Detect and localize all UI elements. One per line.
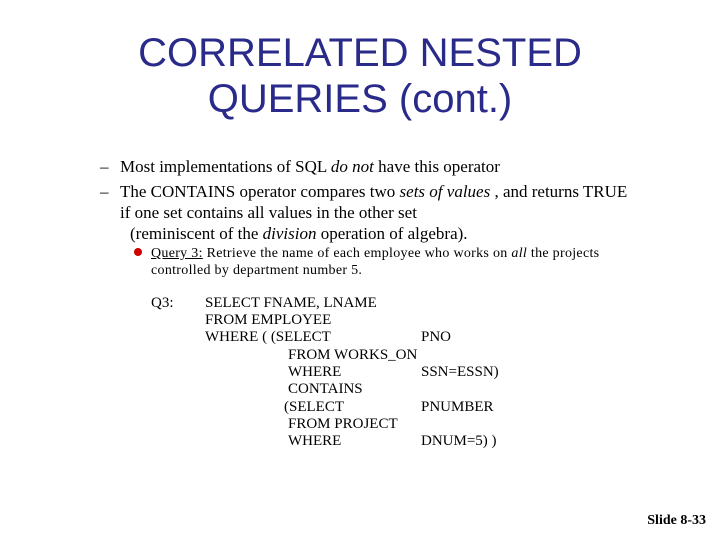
bullet-1-text-pre: Most implementations of SQL <box>120 157 331 176</box>
sql-line-1: SELECT FNAME, LNAME <box>205 295 377 311</box>
sql-line-9-col: DNUM=5) ) <box>421 433 497 449</box>
query-label: Query 3: <box>151 246 203 261</box>
bullet-dot <box>134 248 142 256</box>
sql-line-8: FROM PROJECT <box>288 416 398 432</box>
bullet-1 <box>100 157 500 177</box>
bullet-2-line-3-em: division <box>262 224 317 243</box>
bullet-2-line-3-pre: (reminiscent of the <box>130 224 263 243</box>
bullet-2-line-1-pre: The CONTAINS operator compares two <box>120 182 400 201</box>
sql-line-3-col: PNO <box>421 329 452 345</box>
bullet-2-line-1-em: sets of values <box>399 182 491 201</box>
sql-line-5-col: SSN=ESSN) <box>421 364 499 380</box>
bullet-2-line-3-post: operation of algebra). <box>316 224 468 243</box>
bullet-2-line-3 <box>130 224 468 244</box>
slide-number: Slide 8-33 <box>647 513 706 528</box>
sql-line-5: WHERE <box>288 364 342 380</box>
sub-bullet-line-1-em: all <box>511 246 528 261</box>
bullet-1-text-post: have this operator <box>373 157 500 176</box>
query-id-label: Q3: <box>151 295 174 311</box>
sql-line-7: (SELECT <box>284 399 344 415</box>
sql-line-7-col: PNUMBER <box>421 399 494 415</box>
title-line-2: QUERIES (cont.) <box>207 77 513 121</box>
sub-bullet-line-1 <box>151 245 599 262</box>
sub-bullet-line-2: controlled by department number 5. <box>151 263 363 278</box>
bullet-2-line-1-post: , and returns TRUE <box>490 182 628 201</box>
sql-line-6: CONTAINS <box>288 381 363 397</box>
bullet-2 <box>100 182 627 202</box>
sql-line-2: FROM EMPLOYEE <box>205 312 332 328</box>
dash-marker: – <box>100 157 109 176</box>
sql-line-9: WHERE <box>288 433 342 449</box>
bullet-1-text-em: do not <box>330 157 374 176</box>
sub-bullet-line-1-pre: Retrieve the name of each employee who works on <box>202 246 512 261</box>
sql-line-3: WHERE ( (SELECT <box>205 329 331 345</box>
bullet-2-line-2: if one set contains all values in the other set <box>120 203 417 222</box>
slide-title <box>0 30 720 122</box>
sql-line-4: FROM WORKS_ON <box>288 347 418 363</box>
title-line-1: CORRELATED NESTED <box>138 31 582 75</box>
sub-bullet-line-1-post: the projects <box>527 246 600 261</box>
dash-marker: – <box>100 182 109 201</box>
